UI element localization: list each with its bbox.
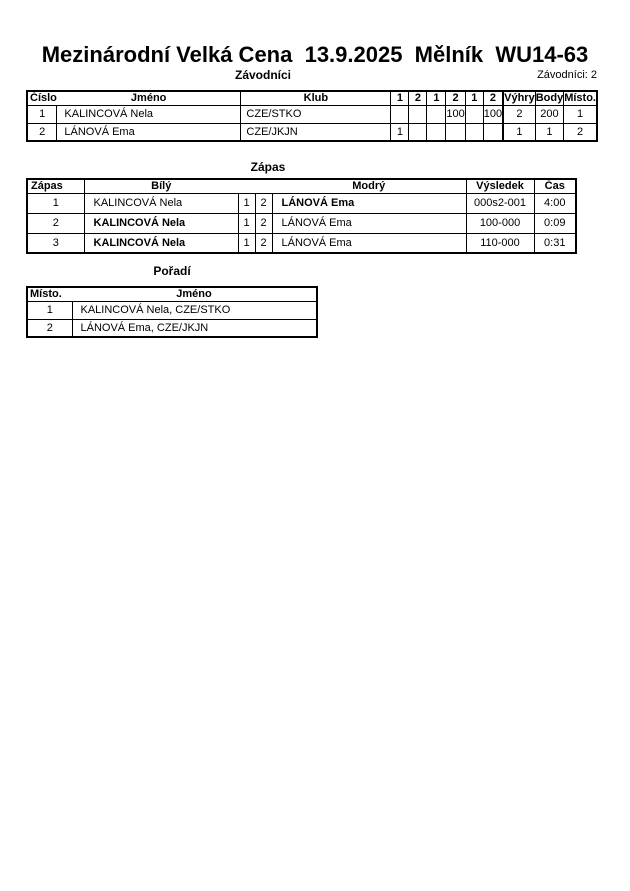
cell-jmeno: KALINCOVÁ Nela, CZE/STKO xyxy=(72,301,317,319)
ranking-section-title: Pořadí xyxy=(153,264,191,278)
cell-body: 1 xyxy=(535,123,564,141)
cell-corner-2: 2 xyxy=(255,193,272,213)
cell-vysledek: 100-000 xyxy=(466,213,534,233)
header-misto: Místo. xyxy=(27,287,72,301)
match-row xyxy=(27,193,576,213)
cell-jmeno: LÁNOVÁ Ema, CZE/JKJN xyxy=(72,319,317,337)
cell-zapas: 1 xyxy=(27,193,84,213)
cell-klub: CZE/JKJN xyxy=(241,123,391,141)
cell-modry: LÁNOVÁ Ema xyxy=(272,213,466,233)
cell-round-5 xyxy=(465,105,483,123)
cell-corner-2: 2 xyxy=(255,213,272,233)
cell-modry: LÁNOVÁ Ema xyxy=(272,193,466,213)
cell-round-1 xyxy=(391,105,409,123)
cell-bily: KALINCOVÁ Nela xyxy=(84,213,238,233)
cell-round-6: 100 xyxy=(483,105,503,123)
header-bily: Bílý xyxy=(84,179,238,193)
header-round-1: 1 xyxy=(391,91,409,105)
ranking-table xyxy=(26,286,318,338)
header-cas: Čas xyxy=(534,179,576,193)
cell-misto: 2 xyxy=(564,123,597,141)
cell-bily: KALINCOVÁ Nela xyxy=(84,193,238,213)
competitors-section-title: Závodníci xyxy=(234,68,292,82)
header-misto: Místo. xyxy=(564,92,596,105)
header-round-2: 2 xyxy=(409,91,427,105)
cell-corner-1: 1 xyxy=(238,233,255,253)
cell-cislo: 1 xyxy=(27,105,57,123)
cell-vysledek: 000s2-001 xyxy=(466,193,534,213)
cell-modry: LÁNOVÁ Ema xyxy=(272,233,466,253)
cell-body: 200 xyxy=(535,105,564,123)
header-spacer-1 xyxy=(238,179,255,193)
header-round-6: 2 xyxy=(483,91,503,105)
cell-jmeno: KALINCOVÁ Nela xyxy=(57,105,241,123)
cell-cas: 0:31 xyxy=(534,233,576,253)
match-row xyxy=(27,233,576,253)
header-round-5: 1 xyxy=(465,91,483,105)
matches-table xyxy=(26,178,577,254)
competitors-count: Závodníci: 2 xyxy=(537,69,597,81)
page-title: Mezinárodní Velká Cena 13.9.2025 Mělník WU14-63 xyxy=(41,42,589,67)
matches-header-row xyxy=(27,179,576,193)
cell-klub: CZE/STKO xyxy=(241,105,391,123)
cell-round-2 xyxy=(409,105,427,123)
header-body: Body xyxy=(535,92,564,105)
header-jmeno: Jméno xyxy=(57,91,241,105)
header-spacer-2 xyxy=(255,179,272,193)
cell-cas: 0:09 xyxy=(534,213,576,233)
ranking-row xyxy=(27,301,317,319)
cell-corner-2: 2 xyxy=(255,233,272,253)
header-jmeno: Jméno xyxy=(72,287,317,301)
cell-round-1: 1 xyxy=(391,123,409,141)
cell-round-4 xyxy=(446,123,465,141)
header-round-4: 2 xyxy=(446,91,465,105)
cell-round-3 xyxy=(427,123,446,141)
ranking-header-row xyxy=(27,287,317,301)
cell-zapas: 3 xyxy=(27,233,84,253)
match-row xyxy=(27,213,576,233)
header-vyhry: Výhry xyxy=(504,92,535,105)
matches-section-title: Zápas xyxy=(250,160,286,174)
cell-zapas: 2 xyxy=(27,213,84,233)
cell-round-2 xyxy=(409,123,427,141)
header-zapas: Zápas xyxy=(27,179,84,193)
cell-vyhry: 1 xyxy=(503,123,535,141)
cell-misto: 1 xyxy=(27,301,72,319)
competitor-row xyxy=(27,105,597,123)
header-modry: Modrý xyxy=(272,179,466,193)
cell-jmeno: LÁNOVÁ Ema xyxy=(57,123,241,141)
cell-corner-1: 1 xyxy=(238,213,255,233)
cell-round-3 xyxy=(427,105,446,123)
cell-cas: 4:00 xyxy=(534,193,576,213)
competitor-row xyxy=(27,123,597,141)
cell-vysledek: 110-000 xyxy=(466,233,534,253)
header-vysledek: Výsledek xyxy=(466,179,534,193)
cell-bily: KALINCOVÁ Nela xyxy=(84,233,238,253)
header-klub: Klub xyxy=(241,91,391,105)
competitors-header-row xyxy=(27,91,597,105)
cell-cislo: 2 xyxy=(27,123,57,141)
cell-round-5 xyxy=(465,123,483,141)
cell-round-6 xyxy=(483,123,503,141)
competitors-table xyxy=(26,90,598,142)
cell-misto: 1 xyxy=(564,105,597,123)
cell-round-4: 100 xyxy=(446,105,465,123)
cell-vyhry: 2 xyxy=(503,105,535,123)
cell-corner-1: 1 xyxy=(238,193,255,213)
cell-misto: 2 xyxy=(27,319,72,337)
header-cislo: Číslo xyxy=(27,91,57,105)
header-round-3: 1 xyxy=(427,91,446,105)
ranking-row xyxy=(27,319,317,337)
